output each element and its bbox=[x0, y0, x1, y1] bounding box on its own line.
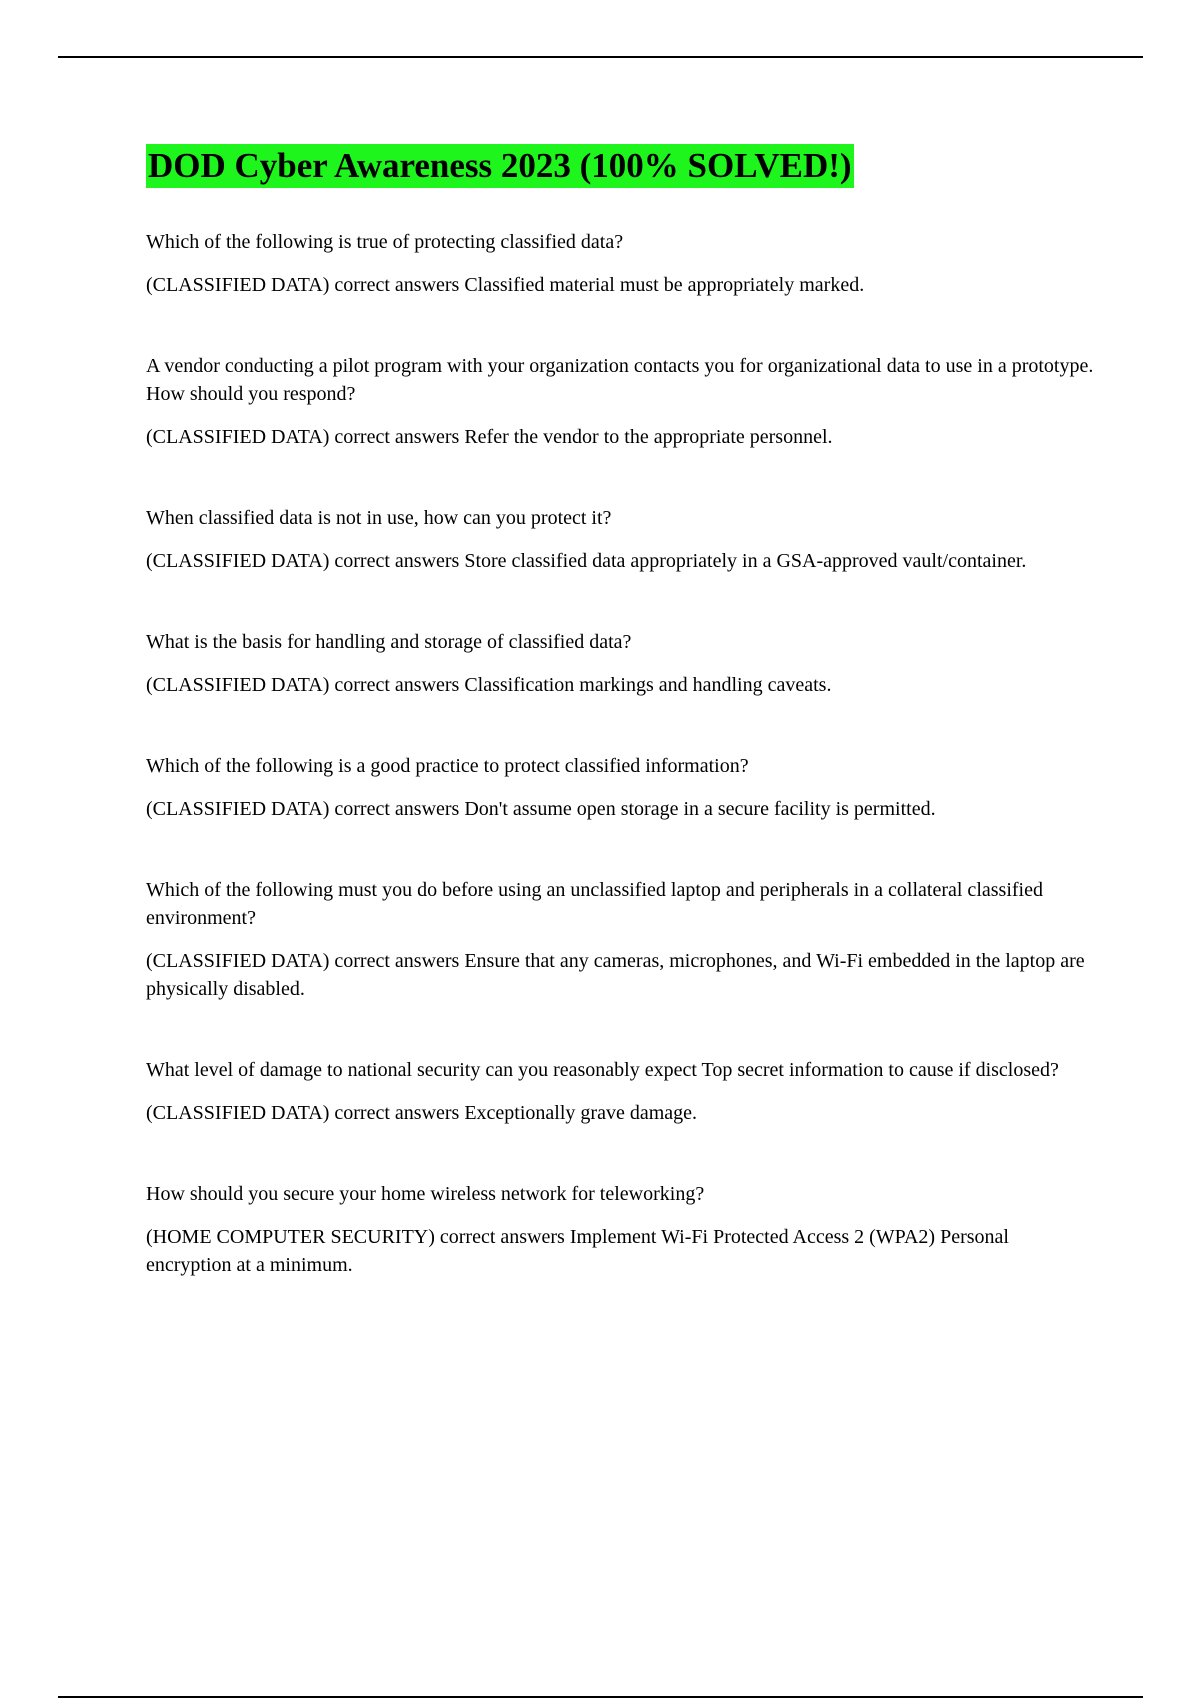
bottom-divider bbox=[58, 1696, 1143, 1698]
qa-item-2 bbox=[146, 352, 1096, 451]
qa-item-6 bbox=[146, 876, 1096, 1003]
question-text: Which of the following must you do before using an unclassified laptop and peripherals in a collateral classified environment? bbox=[146, 879, 1043, 929]
answer-text: (CLASSIFIED DATA) correct answers Classification markings and handling caveats. bbox=[146, 674, 832, 696]
question-text: Which of the following is a good practice to protect classified information? bbox=[146, 755, 749, 777]
qa-item-8 bbox=[146, 1180, 1096, 1279]
answer-text: (CLASSIFIED DATA) correct answers Don't assume open storage in a secure facility is permitted. bbox=[146, 798, 936, 820]
question-text: How should you secure your home wireless network for teleworking? bbox=[146, 1183, 705, 1205]
document-body bbox=[146, 144, 1096, 1332]
question-text: Which of the following is true of protecting classified data? bbox=[146, 231, 624, 253]
question-text: What is the basis for handling and storage of classified data? bbox=[146, 631, 632, 653]
answer-text: (CLASSIFIED DATA) correct answers Ensure that any cameras, microphones, and Wi-Fi embedded in the laptop are physically disabled. bbox=[146, 950, 1085, 1000]
answer-text: (CLASSIFIED DATA) correct answers Exceptionally grave damage. bbox=[146, 1102, 698, 1124]
qa-item-4 bbox=[146, 628, 1096, 699]
qa-item-1 bbox=[146, 228, 1096, 299]
answer-text: (CLASSIFIED DATA) correct answers Classified material must be appropriately marked. bbox=[146, 274, 865, 296]
qa-list bbox=[146, 228, 1096, 1279]
answer-text: (CLASSIFIED DATA) correct answers Refer the vendor to the appropriate personnel. bbox=[146, 426, 833, 448]
answer-text: (CLASSIFIED DATA) correct answers Store classified data appropriately in a GSA-approved vault/container. bbox=[146, 550, 1027, 572]
qa-item-5 bbox=[146, 752, 1096, 823]
answer-text: (HOME COMPUTER SECURITY) correct answers Implement Wi-Fi Protected Access 2 (WPA2) Personal encryption at a minimum. bbox=[146, 1226, 1009, 1276]
question-text: What level of damage to national security can you reasonably expect Top secret information to cause if disclosed? bbox=[146, 1059, 1059, 1081]
document-title: DOD Cyber Awareness 2023 (100% SOLVED!) bbox=[146, 144, 854, 188]
qa-item-3 bbox=[146, 504, 1096, 575]
qa-item-7 bbox=[146, 1056, 1096, 1127]
top-divider bbox=[58, 56, 1143, 58]
question-text: A vendor conducting a pilot program with your organization contacts you for organizational data to use in a prototype. How should you respond? bbox=[146, 355, 1094, 405]
question-text: When classified data is not in use, how can you protect it? bbox=[146, 507, 612, 529]
